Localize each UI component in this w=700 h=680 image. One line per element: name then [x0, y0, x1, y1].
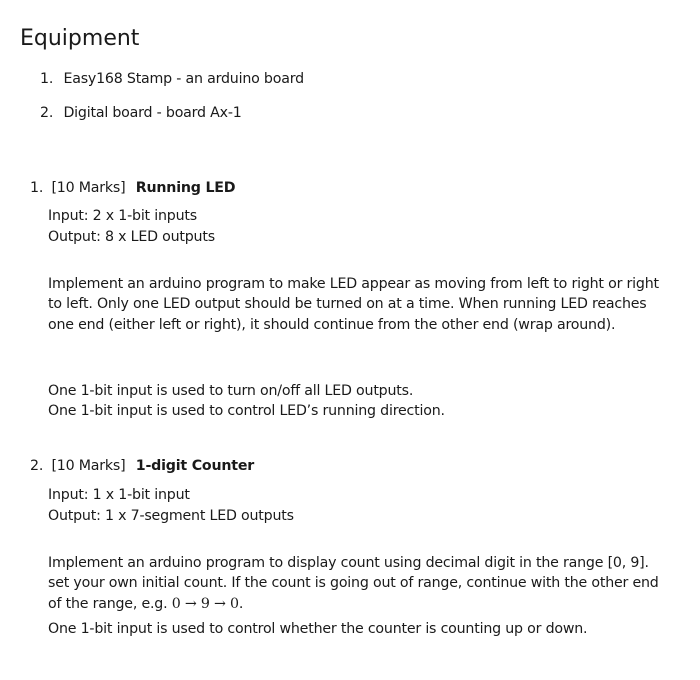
- problem-marks: [10 Marks]: [51, 458, 126, 474]
- page-title: Equipment: [20, 26, 140, 51]
- list-text: Easy168 Stamp - an arduino board: [63, 71, 304, 87]
- equipment-item: [40, 71, 304, 87]
- problem-heading: [30, 458, 254, 474]
- problem-name: 1-digit Counter: [135, 458, 255, 474]
- problem-heading: [30, 180, 235, 196]
- problem-input: Input: 2 x 1-bit inputs: [48, 208, 197, 224]
- problem-description-block: [48, 553, 660, 614]
- problem-note: One 1-bit input is used to control LED’s running direction.: [48, 403, 445, 419]
- wrap-example: 0 → 9 → 0.: [171, 595, 244, 612]
- problem-number: 2.: [30, 458, 44, 474]
- list-number: 2.: [40, 105, 54, 121]
- list-number: 1.: [40, 71, 54, 87]
- problem-marks: [10 Marks]: [51, 180, 126, 196]
- list-text: Digital board - board Ax-1: [63, 105, 242, 121]
- problem-output: Output: 1 x 7-segment LED outputs: [48, 508, 294, 524]
- problem-description: Implement an arduino program to display count using decimal digit in the range [0, 9]. set your own initial count. If the count is going out of range, continue with the other end of the range, e.g.: [48, 555, 659, 612]
- problem-number: 1.: [30, 180, 44, 196]
- problem-note: One 1-bit input is used to turn on/off all LED outputs.: [48, 383, 414, 399]
- problem-input: Input: 1 x 1-bit input: [48, 487, 190, 503]
- problem-description: Implement an arduino program to make LED appear as moving from left to right or right to left. Only one LED output should be turned on at a time. When running LED reaches one end (either left or right), it should continue from the other end (wrap around).: [48, 276, 659, 333]
- problem-output: Output: 8 x LED outputs: [48, 229, 215, 245]
- equipment-item: [40, 105, 242, 121]
- problem-note: One 1-bit input is used to control whether the counter is counting up or down.: [48, 621, 588, 637]
- problem-name: Running LED: [135, 180, 236, 196]
